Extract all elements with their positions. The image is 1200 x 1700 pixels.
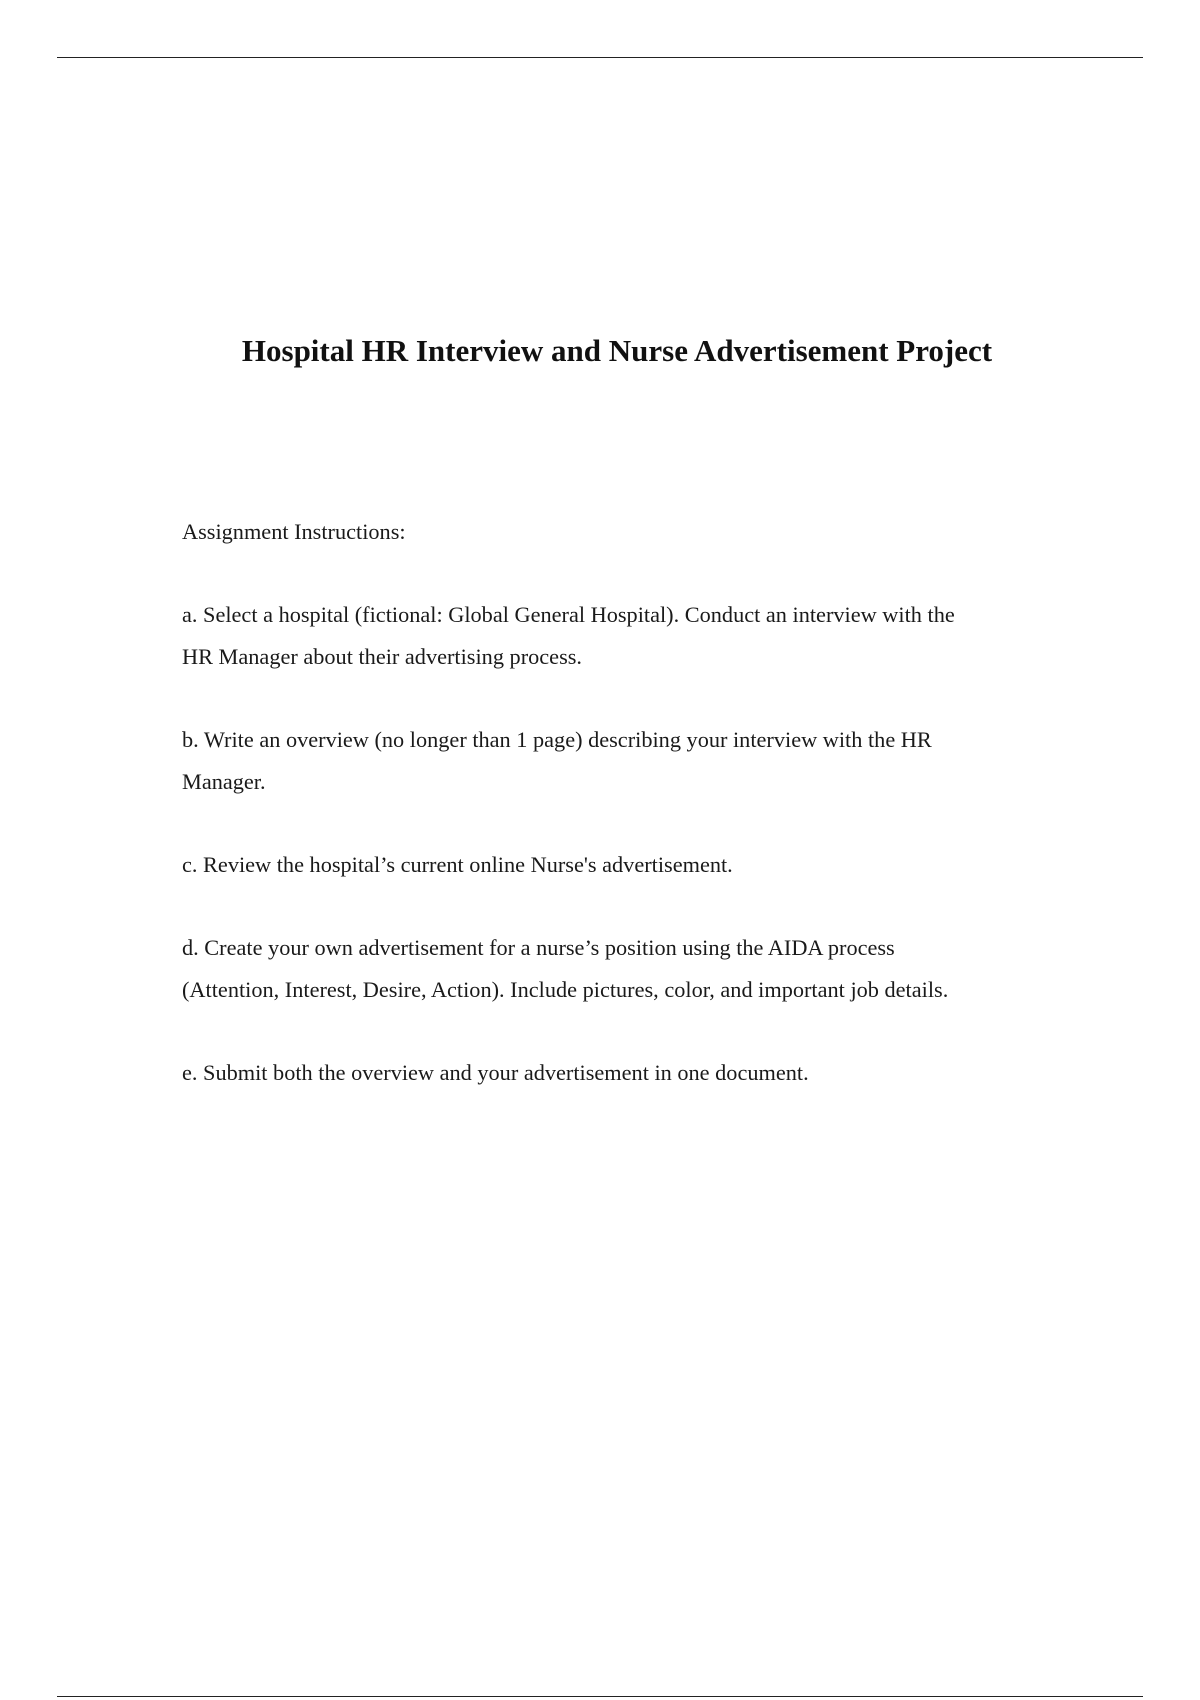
instruction-item-e: [182, 1052, 1062, 1094]
instruction-line: (Attention, Interest, Desire, Action). Include pictures, color, and important job details.: [182, 977, 949, 1002]
document-title: Hospital HR Interview and Nurse Advertisement Project: [241, 333, 993, 368]
bottom-rule: [57, 1696, 1143, 1697]
instruction-line: Manager.: [182, 769, 266, 794]
instruction-item-d: [182, 927, 1062, 1011]
instruction-line: b. Write an overview (no longer than 1 page) describing your interview with the HR: [182, 727, 932, 752]
instruction-line: c. Review the hospital’s current online Nurse's advertisement.: [182, 852, 733, 877]
instruction-item-c: [182, 844, 1062, 886]
instruction-line: HR Manager about their advertising process.: [182, 644, 582, 669]
instruction-line: a. Select a hospital (fictional: Global General Hospital). Conduct an interview with the: [182, 602, 955, 627]
instruction-line: d. Create your own advertisement for a nurse’s position using the AIDA process: [182, 935, 895, 960]
document-body: [182, 511, 1062, 1135]
instruction-item-a: [182, 594, 1062, 678]
instructions-heading: Assignment Instructions:: [182, 519, 406, 544]
instruction-line: e. Submit both the overview and your advertisement in one document.: [182, 1060, 809, 1085]
top-rule: [57, 57, 1143, 58]
instruction-item-b: [182, 719, 1062, 803]
